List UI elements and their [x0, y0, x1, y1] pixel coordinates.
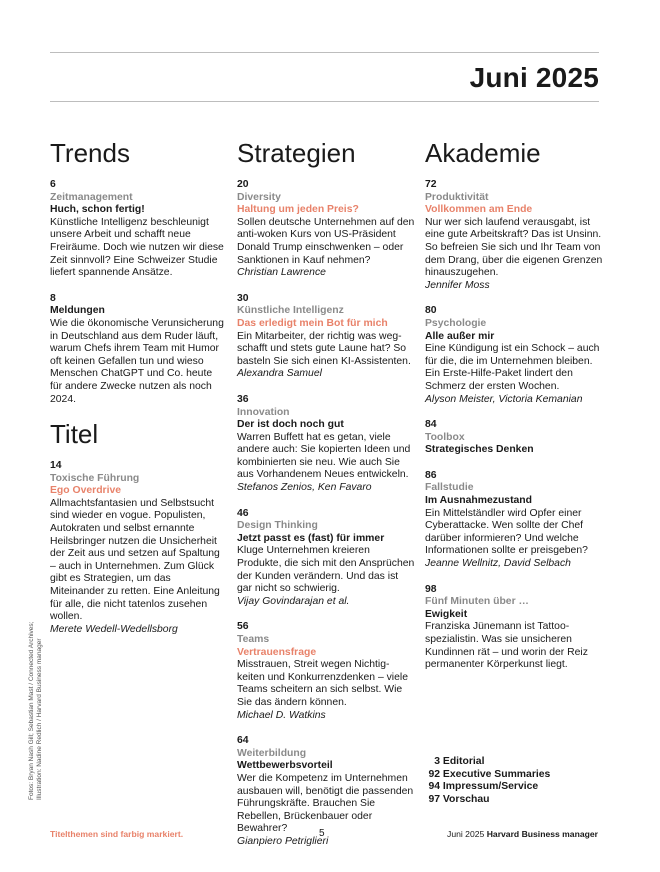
entry-author: Christian Lawrence	[237, 267, 326, 279]
section-heading: Titel	[50, 419, 99, 450]
credits-line-1: Fotos: Bryan Nash Gill; Sebastian Mast / Connected Archives;	[28, 621, 35, 800]
footer-note: Titelthemen sind farbig markiert.	[50, 829, 184, 839]
entry-headline: Vertrauensfrage	[237, 646, 317, 658]
entry-category: Teams	[237, 634, 270, 645]
toc-entry[interactable]	[425, 179, 605, 292]
entry-teaser: Ein Mittelständler wird Opfer einer Cyberattacke. Wen sollte der Chef darüber informieren? Und welche Informationen sollte er preisgeben?	[425, 507, 588, 557]
toc-entry[interactable]	[425, 305, 605, 406]
entry-page-number: 14	[50, 460, 62, 472]
standing-section-page: 94	[428, 781, 440, 793]
entry-headline: Der ist doch noch gut	[237, 419, 344, 431]
header-rule-bottom	[50, 101, 599, 102]
entry-page-number: 30	[237, 292, 249, 304]
toc-entry[interactable]	[237, 179, 415, 280]
entry-headline: Vollkommen am Ende	[425, 204, 533, 216]
entry-teaser: Allmachtsfantasien und Selbstsucht sind wieder en vogue. Populisten, Autokraten und selbst ernannte Heilsbringer nutzen die Unsicherheit der Zeit aus und setzen auf Spaltung – auch in Unternehmen. Zum Glück gibt es Strategien, um das Miteinander zu retten. Eine Anleitung für alle, die nicht tatenlos zusehen wollen.	[50, 497, 220, 623]
entry-page-number: 84	[425, 419, 437, 431]
toc-entry[interactable]	[425, 470, 605, 571]
footer-magazine	[447, 829, 598, 839]
entry-category: Toxische Führung	[50, 472, 140, 484]
entry-headline: Huch, schon fertig!	[50, 204, 145, 216]
entry-headline: Ewigkeit	[425, 608, 468, 620]
entry-category: Künstliche Intelligenz	[237, 305, 344, 317]
standing-section-item[interactable]	[425, 781, 550, 794]
entry-author: Alyson Meister, Victoria Kemanian	[425, 393, 583, 405]
toc-column-2	[237, 138, 415, 862]
entry-teaser: Franziska Jünemann ist Tattoo-spezialistin. Was sie unsicheren Kundinnen rät – und worin der Reiz permanenter Körperkunst liegt.	[425, 621, 588, 671]
standing-section-item[interactable]	[425, 769, 550, 782]
entry-teaser: Künstliche Intelligenz beschleunigt unsere Arbeit und schafft neue Freiräume. Doch wie nutzen wir diese Zeit sinnvoll? Eine Schweizer Studie liefert spannende Ansätze.	[50, 216, 224, 279]
entry-author: Michael D. Watkins	[237, 709, 326, 721]
entry-headline: Ego Overdrive	[50, 485, 122, 497]
entry-page-number: 56	[237, 621, 249, 633]
entry-teaser: Eine Kündigung ist ein Schock – auch für die, die im Unternehmen bleiben. Ein Erste-Hilfe-Paket lindert den Schmerz der ersten Wochen.	[425, 343, 600, 392]
entry-headline: Das erledigt mein Bot für mich	[237, 317, 388, 329]
entry-page-number: 8	[50, 292, 56, 304]
entry-category: Fünf Minuten über …	[425, 596, 529, 608]
entry-author: Alexandra Samuel	[237, 368, 322, 380]
toc-entry[interactable]	[425, 584, 605, 672]
header-rule-top	[50, 52, 599, 53]
entry-page-number: 20	[237, 179, 249, 190]
standing-section-label: Vorschau	[442, 793, 490, 805]
page-number: 5	[319, 828, 325, 839]
entry-headline: Alle außer mir	[425, 330, 495, 342]
entry-teaser: Wer die Kompetenz im Unternehmen ausbauen will, benötigt die passenden Führungskräfte. Brauchen Sie Rebellen, Brückenbauer oder Bewahrer?	[237, 772, 414, 835]
toc-column-1	[50, 138, 225, 649]
standing-section-page: 3	[434, 756, 440, 767]
toc-entry[interactable]	[237, 394, 415, 495]
footer-magazine-name: Harvard Business manager	[486, 829, 598, 839]
entry-page-number: 46	[237, 507, 249, 519]
entry-page-number: 36	[237, 393, 249, 405]
standing-sections-list	[425, 756, 550, 806]
credits-line-2: Illustration: Nadine Redlich / Harvard Business manager	[36, 638, 43, 800]
footer-issue: Juni 2025	[447, 829, 485, 839]
entry-teaser: Wie die ökonomische Verunsicherung in Deutschland aus dem Ruder läuft, warum Chefs ihrem Team mit Humor oft keinen Gefallen tun und wieso Menschen ChatGPT und Co. heute für andere Zwecke nutzen als noch 2024.	[50, 317, 224, 405]
entry-author: Jeanne Wellnitz, David Selbach	[425, 558, 571, 570]
entry-category: Fallstudie	[425, 482, 474, 494]
entry-category: Psychologie	[425, 317, 487, 329]
entry-page-number: 64	[237, 735, 249, 747]
entry-author: Merete Wedell-Wedellsborg	[50, 623, 178, 635]
standing-section-item[interactable]	[425, 756, 550, 769]
entry-author: Gianpiero Petriglieri	[237, 835, 329, 847]
entry-category: Design Thinking	[237, 520, 318, 532]
entry-author: Stefanos Zenios, Ken Favaro	[237, 482, 372, 494]
entry-teaser: Nur wer sich laufend verausgabt, ist eine gute Arbeitskraft? Das ist Unsinn. So befreien Sie sich und Ihr Team von dem Drang, über die eigenen Grenzen hinauszugehen.	[425, 216, 603, 279]
photo-credits	[28, 610, 44, 800]
entry-headline: Haltung um jeden Preis?	[237, 204, 359, 216]
entry-category: Zeitmanagement	[50, 191, 133, 203]
entry-page-number: 86	[425, 469, 437, 481]
entry-category: Toolbox	[425, 431, 465, 443]
standing-section-page: 92	[428, 768, 440, 780]
toc-entry[interactable]	[237, 508, 415, 609]
entry-category: Produktivität	[425, 191, 489, 203]
toc-entry[interactable]	[50, 179, 225, 280]
toc-entry[interactable]	[425, 419, 605, 457]
entry-page-number: 80	[425, 305, 437, 317]
entry-page-number: 6	[50, 179, 56, 190]
standing-section-label: Impressum/Service	[442, 781, 539, 793]
entry-teaser: Misstrauen, Streit wegen Nichtig-keiten und Konkurrenzdenken – viele Teams scheitern an sich selbst. Wie Sie das ändern können.	[237, 659, 408, 708]
entry-category: Diversity	[237, 191, 281, 203]
entry-page-number: 98	[425, 583, 437, 595]
toc-entry[interactable]	[237, 293, 415, 381]
entry-category: Weiterbildung	[237, 747, 307, 759]
standing-section-item[interactable]	[425, 794, 550, 807]
entry-teaser: Kluge Unternehmen kreieren Produkte, die sich mit den Ansprüchen der Kunden verändern. Und das ist gar nicht so schwierig.	[237, 545, 415, 595]
standing-section-label: Editorial	[442, 756, 485, 767]
entry-headline: Im Ausnahmezustand	[425, 495, 533, 507]
toc-entry[interactable]	[50, 460, 225, 636]
standing-section-label: Executive Summaries	[442, 768, 551, 780]
toc-column-3	[425, 138, 605, 685]
entry-teaser: Ein Mitarbeiter, der richtig was weg-schafft und stets gute Laune hat? So basteln Sie sich einen KI-Assistenten.	[237, 330, 411, 367]
standing-section-page: 97	[428, 793, 440, 805]
section-heading: Strategien	[237, 138, 356, 168]
entry-category: Innovation	[237, 406, 290, 418]
entry-headline: Jetzt passt es (fast) für immer	[237, 532, 385, 544]
section-heading: Akademie	[425, 138, 541, 168]
entry-headline: Wettbewerbsvorteil	[237, 760, 333, 772]
entry-page-number: 72	[425, 179, 437, 190]
entry-author: Vijay Govindarajan et al.	[237, 595, 350, 607]
toc-entry[interactable]	[237, 735, 415, 848]
entry-headline: Meldungen	[50, 305, 105, 317]
toc-entry[interactable]	[237, 621, 415, 722]
entry-headline: Strategisches Denken	[425, 444, 534, 456]
entry-teaser: Sollen deutsche Unternehmen auf den anti-woken Kurs von US-Präsident Donald Trump einschwenken – oder Sanktionen in Kauf nehmen?	[237, 216, 415, 266]
toc-entry[interactable]	[50, 293, 225, 406]
entry-teaser: Warren Buffett hat es getan, viele andere auch: Sie kopierten Ideen und kombinierten sie neu. Wie auch Sie aus Vorhandenem Neues entwickeln.	[237, 431, 411, 481]
entry-author: Jennifer Moss	[425, 279, 490, 291]
section-heading: Trends	[50, 138, 130, 168]
issue-date: Juni 2025	[469, 62, 599, 93]
